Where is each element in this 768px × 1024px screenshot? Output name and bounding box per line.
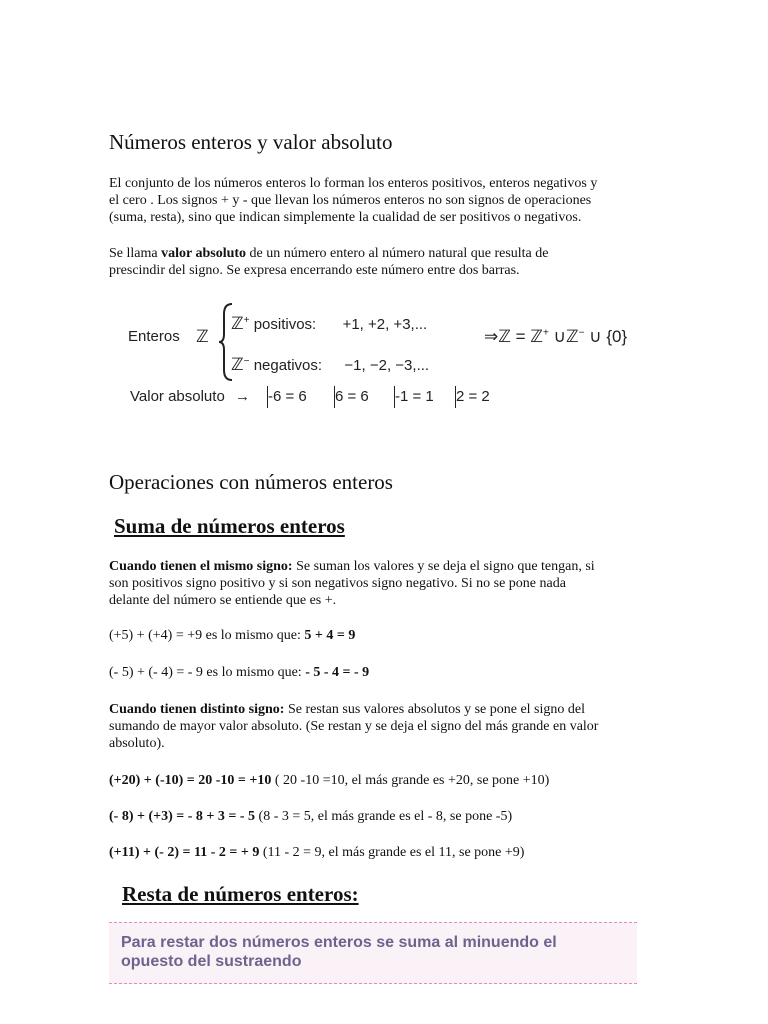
example-e-text: (11 - 2 = 9, el más grande es el 11, se pone +9)	[259, 845, 525, 860]
negative-superscript: −	[243, 356, 250, 367]
abs-example-3	[394, 386, 434, 408]
suma-heading: Suma de números enteros	[114, 514, 345, 538]
page-title: Números enteros y valor absoluto	[109, 130, 393, 154]
positive-superscript: +	[243, 315, 250, 326]
intro-line-2: el cero . Los signos + y - que llevan los números enteros no son signos de operaciones	[109, 193, 592, 208]
example-b	[109, 665, 369, 681]
different-sign-text: Se restan sus valores absolutos y se pone el signo del	[284, 702, 585, 717]
same-sign-paragraph	[109, 558, 659, 609]
integer-set-symbol: ℤ	[196, 327, 209, 346]
intro-line-1: El conjunto de los números enteros lo forman los enteros positivos, enteros negativos y	[109, 176, 598, 191]
positive-label: positivos:	[253, 316, 317, 333]
same-sign-bold: Cuando tienen el mismo signo:	[109, 559, 293, 574]
operations-heading: Operaciones con números enteros	[109, 470, 393, 494]
abs-def-bold: valor absoluto	[161, 246, 247, 261]
union-part-2: ∪ {0}	[584, 327, 628, 346]
abs-value-label: Valor absoluto	[130, 388, 225, 405]
negative-label: negativos:	[253, 357, 323, 374]
intro-line-3: (suma, resta), sino que indican simplemente la cualidad de ser positivos o negativos.	[109, 210, 582, 225]
resta-rule-text: Para restar dos números enteros se suma al minuendo el opuesto del sustraendo	[121, 934, 557, 970]
negative-row	[231, 355, 429, 375]
abs-example-1	[267, 386, 307, 408]
different-sign-line-3: absoluto).	[109, 736, 165, 751]
resta-heading: Resta de números enteros:	[122, 882, 359, 906]
abs-def-post: de un número entero al número natural que resulta de	[246, 246, 549, 261]
abs-example-2-text: 6 = 6	[335, 387, 369, 405]
abs-example-4-text: 2 = 2	[456, 387, 490, 405]
example-a-text: (+5) + (+4) = +9 es lo mismo que:	[109, 628, 305, 643]
implies-part: ⇒ℤ = ℤ	[484, 327, 543, 346]
example-a	[109, 628, 355, 644]
formula-enteros-label: Enteros	[128, 328, 180, 345]
example-b-bold: - 5 - 4 = - 9	[305, 665, 370, 680]
example-c-bold: (+20) + (-10) = 20 -10 = +10	[109, 773, 272, 788]
example-a-bold: 5 + 4 = 9	[304, 628, 356, 643]
resta-rule-box	[109, 922, 637, 984]
intro-paragraph	[109, 175, 659, 226]
union-part-1: ∪ℤ	[548, 327, 579, 346]
union-minus-superscript: −	[578, 327, 585, 339]
abs-value-row	[130, 388, 250, 405]
union-formula	[484, 327, 627, 347]
example-d-bold: (- 8) + (+3) = - 8 + 3 = - 5	[109, 809, 256, 824]
same-sign-text: Se suman los valores y se deja el signo que tengan, si	[292, 559, 595, 574]
different-sign-bold: Cuando tienen distinto signo:	[109, 702, 285, 717]
abs-example-3-text: -1 = 1	[395, 387, 434, 405]
abs-example-4	[455, 386, 490, 408]
example-c-text: ( 20 -10 =10, el más grande es +20, se pone +10)	[271, 773, 550, 788]
different-sign-paragraph	[109, 701, 659, 752]
arrow-icon: →	[234, 388, 250, 405]
example-c	[109, 773, 549, 789]
negative-values: −1, −2, −3,...	[344, 357, 430, 374]
negative-set-symbol: ℤ	[231, 355, 244, 374]
example-b-text: (- 5) + (- 4) = - 9 es lo mismo que:	[109, 665, 306, 680]
abs-def-line-2: prescindir del signo. Se expresa encerrando este número entre dos barras.	[109, 263, 520, 278]
example-e	[109, 845, 524, 861]
example-d	[109, 809, 512, 825]
abs-def-pre: Se llama	[109, 246, 162, 261]
abs-definition	[109, 245, 659, 279]
same-sign-line-2: son positivos signo positivo y si son negativos signo negativo. Si no se pone nada	[109, 576, 566, 591]
different-sign-line-2: sumando de mayor valor absoluto. (Se restan y se deja el signo del más grande en valor	[109, 719, 599, 734]
example-e-bold: (+11) + (- 2) = 11 - 2 = + 9	[109, 845, 260, 860]
positive-set-symbol: ℤ	[231, 314, 244, 333]
abs-example-1-text: -6 = 6	[268, 387, 307, 405]
positive-row	[231, 314, 427, 334]
example-d-text: (8 - 3 = 5, el más grande es el - 8, se pone -5)	[255, 809, 513, 824]
abs-example-2	[334, 386, 369, 408]
same-sign-line-3: delante del número se entiende que es +.	[109, 593, 337, 608]
positive-values: +1, +2, +3,...	[342, 316, 428, 333]
union-plus-superscript: +	[542, 327, 549, 339]
